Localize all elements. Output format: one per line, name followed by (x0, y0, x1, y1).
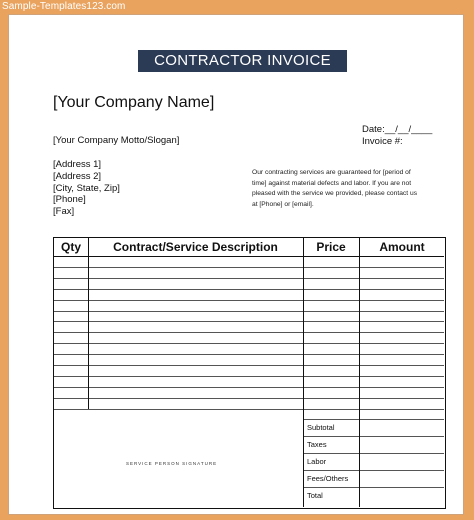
header-amount: Amount (379, 240, 425, 254)
table-row-line (303, 409, 444, 410)
table-row-line (303, 487, 444, 488)
signature-label: SERVICE PERSON SIGNATURE (126, 461, 218, 466)
address-line: [Address 1] (53, 159, 102, 170)
terms-line: time] against material defects and labor. If you are not (252, 179, 412, 187)
table-row-line (54, 376, 444, 377)
labor-label: Labor (307, 457, 327, 466)
company-motto: [Your Company Motto/Slogan] (53, 135, 180, 146)
taxes-label: Taxes (307, 440, 327, 449)
total-label: Total (307, 491, 323, 500)
table-row-line (54, 321, 444, 322)
guarantee-terms (252, 168, 447, 210)
address-line: [City, State, Zip] (53, 182, 120, 194)
address-line: [Phone] (53, 194, 86, 206)
header-description: Contract/Service Description (113, 240, 278, 254)
address-line: [Fax] (53, 206, 75, 218)
table-row-line (303, 453, 444, 454)
table-row-line (54, 300, 444, 301)
table-row-line (54, 289, 444, 290)
line-items-table (53, 237, 446, 509)
company-name: [Your Company Name] (53, 94, 215, 111)
table-row-line (54, 332, 444, 333)
invoice-number-field: Invoice #: (362, 136, 403, 147)
table-row-line (303, 470, 444, 471)
address-line: [Address 2] (53, 170, 102, 182)
table-row-line (54, 256, 444, 257)
terms-line: Our contracting services are guaranteed for [period of (252, 169, 411, 176)
table-row-line (303, 436, 444, 437)
terms-line: at [Phone] or [email]. (252, 200, 314, 208)
table-row-line (54, 365, 444, 366)
table-row-line (54, 278, 444, 279)
subtotal-label: Subtotal (307, 423, 335, 432)
fees-label: Fees/Others (307, 474, 349, 483)
terms-line: pleased with the service we provided, please contact us (252, 190, 418, 197)
address-block (53, 159, 120, 218)
table-row-line (54, 267, 444, 268)
invoice-sheet (8, 14, 464, 515)
table-row-line (54, 343, 444, 344)
invoice-title: CONTRACTOR INVOICE (138, 50, 347, 72)
header-qty: Qty (60, 240, 81, 254)
table-row-line (54, 354, 444, 355)
table-column-line (88, 238, 89, 409)
date-field: Date:__/__/____ (362, 124, 433, 135)
table-column-line (359, 238, 360, 507)
watermark-text: Sample-Templates123.com (2, 1, 126, 12)
table-row-line (54, 387, 444, 388)
header-price: Price (316, 240, 346, 254)
table-column-line (303, 238, 304, 507)
table-row-line (54, 311, 444, 312)
table-row-line (303, 419, 444, 420)
table-row-line (54, 398, 444, 399)
